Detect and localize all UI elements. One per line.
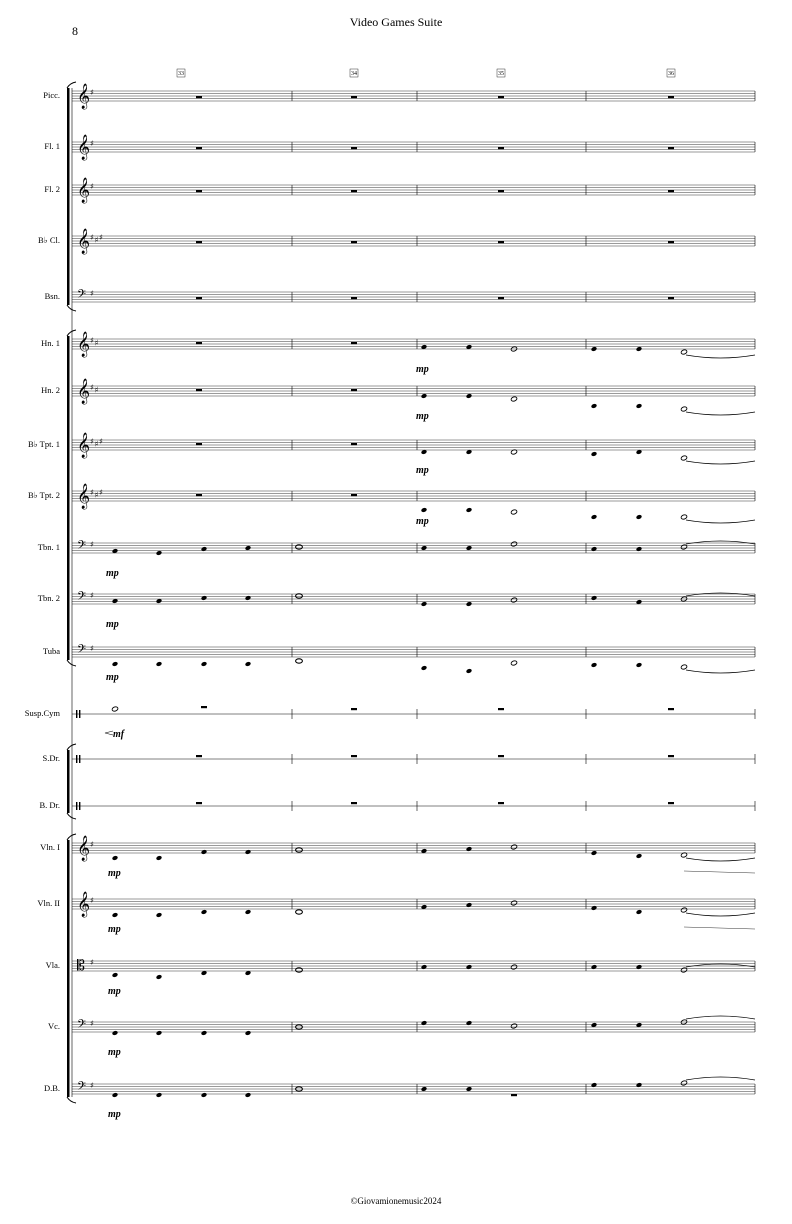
whole-rest (351, 297, 357, 299)
staff (40, 835, 755, 861)
system-bracket (67, 750, 70, 813)
quarter-note (591, 403, 598, 409)
half-note (680, 455, 687, 461)
quarter-note (421, 507, 428, 513)
half-note (510, 900, 517, 906)
tie (686, 858, 755, 861)
treble-clef: 𝄞 (77, 178, 91, 203)
whole-rest (668, 297, 674, 299)
instrument-label: Fl. 2 (44, 184, 60, 194)
quarter-note (201, 546, 208, 552)
instrument-label: D.B. (43, 1083, 60, 1093)
quarter-note (201, 1030, 208, 1036)
dynamic-marking: mp (416, 364, 429, 375)
quarter-note (591, 346, 598, 352)
staff (43, 83, 755, 109)
tie (686, 461, 755, 464)
half-note (510, 964, 517, 970)
quarter-note (466, 668, 473, 674)
key-signature-sharp: ♯ (90, 1019, 94, 1028)
dynamic-marking: mp (108, 924, 121, 935)
instrument-label: Hn. 1 (41, 338, 60, 348)
quarter-note (245, 909, 252, 915)
treble-clef: 𝄞 (77, 135, 91, 160)
staff (28, 432, 755, 458)
quarter-note (245, 595, 252, 601)
staff (37, 891, 755, 917)
whole-rest (511, 1094, 517, 1096)
key-signature-sharp: ♯ (90, 1081, 94, 1090)
key-signature-sharp: ♯ (99, 437, 103, 446)
quarter-note (466, 601, 473, 607)
whole-rest (351, 389, 357, 391)
dynamic-marking: mp (108, 1047, 121, 1058)
instrument-label: Tbn. 2 (37, 593, 60, 603)
half-note (680, 349, 687, 355)
dynamic-marking: mp (416, 516, 429, 527)
quarter-note (466, 545, 473, 551)
quarter-note (156, 974, 163, 980)
instrument-label: Vln. II (37, 898, 60, 908)
quarter-note (591, 546, 598, 552)
key-signature-sharp: ♯ (90, 644, 94, 653)
quarter-note (591, 905, 598, 911)
quarter-note (201, 661, 208, 667)
treble-clef: 𝄞 (77, 332, 91, 357)
staff (43, 753, 755, 764)
key-signature-sharp: ♯ (90, 540, 94, 549)
key-signature-sharp: ♯ (90, 139, 94, 148)
page-number: 8 (72, 24, 78, 38)
quarter-note (245, 661, 252, 667)
quarter-note (591, 595, 598, 601)
bracket-hook (67, 660, 76, 666)
whole-rest (668, 802, 674, 804)
key-signature-sharp: ♯ (90, 437, 94, 446)
half-note (510, 660, 517, 666)
half-note (680, 544, 687, 550)
half-note (510, 541, 517, 547)
whole-rest (351, 494, 357, 496)
instrument-label: Susp.Cym (24, 708, 60, 718)
quarter-note (636, 853, 643, 859)
whole-rest (196, 389, 202, 391)
key-signature-sharp: ♯ (90, 840, 94, 849)
dynamic-marking: mf (113, 729, 125, 740)
quarter-note (466, 846, 473, 852)
half-note (510, 509, 517, 515)
quarter-note (636, 403, 643, 409)
whole-rest (351, 190, 357, 192)
quarter-note (112, 855, 119, 861)
quarter-note (201, 849, 208, 855)
whole-rest (498, 241, 504, 243)
quarter-note (156, 550, 163, 556)
instrument-label: Vla. (45, 960, 60, 970)
bowing-line (684, 927, 755, 929)
treble-clef: 𝄞 (77, 836, 91, 861)
whole-note (296, 594, 303, 598)
quarter-note (112, 661, 119, 667)
quarter-note (591, 850, 598, 856)
whole-rest (351, 342, 357, 344)
quarter-note (421, 545, 428, 551)
bowing-line (684, 871, 755, 873)
score-title: Video Games Suite (349, 15, 443, 29)
instrument-label: Tbn. 1 (37, 542, 60, 552)
whole-note (296, 910, 303, 914)
whole-rest (196, 494, 202, 496)
key-signature-sharp: ♯ (90, 896, 94, 905)
staff (41, 331, 755, 357)
measure-number: 35 (498, 71, 504, 77)
tie (686, 1077, 755, 1080)
bracket-hook (67, 834, 76, 840)
system-bracket (67, 840, 70, 1097)
bass-clef: 𝄢 (77, 590, 87, 606)
whole-rest (351, 443, 357, 445)
whole-rest (498, 297, 504, 299)
tie (686, 355, 755, 358)
treble-clef: 𝄞 (77, 229, 91, 254)
quarter-note (591, 964, 598, 970)
quarter-note (591, 662, 598, 668)
quarter-note (112, 1092, 119, 1098)
half-note (510, 396, 517, 402)
whole-note (296, 848, 303, 852)
quarter-note (421, 601, 428, 607)
copyright-footer: ©Giovamionemusic2024 (350, 1196, 442, 1206)
tie (686, 541, 755, 544)
tie (686, 1016, 755, 1019)
tie (686, 593, 755, 596)
key-signature-sharp: ♯ (94, 490, 99, 500)
percussion-clef (79, 710, 80, 718)
quarter-note (466, 1020, 473, 1026)
whole-rest (668, 755, 674, 757)
tie (686, 670, 755, 673)
bass-clef: 𝄢 (77, 1018, 87, 1034)
quarter-note (636, 346, 643, 352)
key-signature-sharp: ♯ (90, 233, 94, 242)
whole-rest (196, 755, 202, 757)
key-signature-sharp: ♯ (90, 336, 94, 345)
quarter-note (466, 902, 473, 908)
bracket-hook (67, 330, 76, 336)
bass-clef: 𝄢 (77, 288, 87, 304)
quarter-note (421, 665, 428, 671)
whole-rest (498, 190, 504, 192)
quarter-note (636, 662, 643, 668)
whole-rest (196, 443, 202, 445)
whole-rest (351, 147, 357, 149)
treble-clef: 𝄞 (77, 379, 91, 404)
staff (38, 228, 755, 254)
whole-rest (668, 708, 674, 710)
key-signature-sharp: ♯ (90, 591, 94, 600)
whole-rest (351, 708, 357, 710)
crescendo-hairpin (105, 731, 113, 735)
half-note (680, 1080, 687, 1086)
dynamic-marking: mp (106, 568, 119, 579)
staff (41, 378, 755, 404)
whole-rest (668, 190, 674, 192)
instrument-label: Hn. 2 (41, 385, 60, 395)
key-signature-sharp: ♯ (94, 439, 99, 449)
whole-rest (196, 190, 202, 192)
quarter-note (156, 1092, 163, 1098)
quarter-note (591, 514, 598, 520)
quarter-note (636, 964, 643, 970)
quarter-note (421, 1086, 428, 1092)
key-signature-sharp: ♯ (90, 383, 94, 392)
key-signature-sharp: ♯ (90, 958, 94, 967)
half-note (510, 844, 517, 850)
whole-rest (498, 802, 504, 804)
quarter-note (636, 1082, 643, 1088)
quarter-note (636, 514, 643, 520)
instrument-label: Vln. I (40, 842, 60, 852)
quarter-note (112, 1030, 119, 1036)
key-signature-sharp: ♯ (90, 289, 94, 298)
dynamic-marking: mp (106, 672, 119, 683)
whole-rest (498, 708, 504, 710)
measure-number: 34 (351, 71, 357, 77)
instrument-label: Vc. (47, 1021, 60, 1031)
quarter-note (591, 451, 598, 457)
bass-clef: 𝄢 (77, 643, 87, 659)
instrument-label: Fl. 1 (44, 141, 60, 151)
whole-rest (196, 802, 202, 804)
quarter-note (466, 393, 473, 399)
whole-rest (196, 297, 202, 299)
whole-rest (668, 96, 674, 98)
instrument-label: B♭ Cl. (38, 235, 60, 245)
percussion-clef (79, 802, 80, 810)
staff (28, 483, 755, 509)
whole-rest (668, 241, 674, 243)
half-note (680, 907, 687, 913)
half-note (510, 1023, 517, 1029)
quarter-note (636, 909, 643, 915)
bass-clef: 𝄢 (77, 539, 87, 555)
instrument-label: S.Dr. (42, 753, 60, 763)
staff (38, 539, 755, 555)
percussion-clef (79, 755, 80, 763)
half-note (680, 514, 687, 520)
whole-rest (351, 96, 357, 98)
system-bracket (67, 88, 70, 305)
tie (686, 913, 755, 916)
quarter-note (112, 912, 119, 918)
whole-rest (498, 96, 504, 98)
quarter-note (156, 912, 163, 918)
key-signature-sharp: ♯ (94, 235, 99, 245)
quarter-note (112, 972, 119, 978)
quarter-note (591, 1082, 598, 1088)
treble-clef: 𝄞 (77, 84, 91, 109)
quarter-note (636, 546, 643, 552)
quarter-note (466, 1086, 473, 1092)
instrument-label: Tuba (42, 646, 60, 656)
whole-rest (351, 802, 357, 804)
quarter-note (245, 1030, 252, 1036)
half-note (680, 664, 687, 670)
whole-rest (498, 147, 504, 149)
key-signature-sharp: ♯ (90, 182, 94, 191)
quarter-note (466, 507, 473, 513)
quarter-note (466, 964, 473, 970)
quarter-note (201, 909, 208, 915)
quarter-note (156, 661, 163, 667)
dynamic-marking: mp (108, 1109, 121, 1120)
percussion-clef (76, 802, 77, 810)
quarter-note (201, 595, 208, 601)
staff (44, 1080, 755, 1096)
instrument-label: B♭ Tpt. 1 (28, 439, 60, 449)
key-signature-sharp: ♯ (94, 385, 99, 395)
bracket-hook (67, 305, 76, 311)
alto-clef: 𝄡 (77, 958, 85, 974)
key-signature-sharp: ♯ (90, 488, 94, 497)
percussion-clef (76, 755, 77, 763)
staff (43, 643, 755, 659)
bass-clef: 𝄢 (77, 1080, 87, 1096)
half-note (680, 967, 687, 973)
quarter-note (421, 964, 428, 970)
treble-clef: 𝄞 (77, 484, 91, 509)
half-note (111, 706, 118, 712)
quarter-note (421, 1020, 428, 1026)
tie (686, 412, 755, 415)
quarter-note (245, 849, 252, 855)
dynamic-marking: mp (108, 986, 121, 997)
bracket-hook (67, 1097, 76, 1103)
whole-note (296, 659, 303, 663)
bracket-hook (67, 82, 76, 88)
whole-rest (351, 755, 357, 757)
instrument-label: Bsn. (44, 291, 60, 301)
measure-number: 36 (668, 71, 674, 77)
dynamic-marking: mp (416, 411, 429, 422)
staff (39, 800, 755, 811)
staff (45, 288, 755, 304)
key-signature-sharp: ♯ (99, 233, 103, 242)
measure-number: 33 (178, 71, 184, 77)
staff (48, 1018, 755, 1034)
treble-clef: 𝄞 (77, 892, 91, 917)
whole-rest (498, 755, 504, 757)
quarter-note (156, 855, 163, 861)
dynamic-marking: mp (106, 619, 119, 630)
quarter-note (421, 393, 428, 399)
key-signature-sharp: ♯ (94, 338, 99, 348)
bracket-hook (67, 813, 76, 819)
bracket-hook (67, 744, 76, 750)
whole-rest (196, 342, 202, 344)
treble-clef: 𝄞 (77, 433, 91, 458)
quarter-note (245, 1092, 252, 1098)
quarter-note (156, 1030, 163, 1036)
system-bracket (67, 336, 70, 660)
whole-rest (201, 706, 207, 708)
staff (44, 177, 755, 203)
staff (46, 958, 755, 974)
instrument-label: B♭ Tpt. 2 (28, 490, 60, 500)
half-note (510, 597, 517, 603)
whole-rest (196, 241, 202, 243)
tie (686, 520, 755, 523)
dynamic-marking: mp (416, 465, 429, 476)
whole-rest (196, 96, 202, 98)
instrument-label: B. Dr. (39, 800, 60, 810)
staff (44, 134, 755, 160)
whole-rest (668, 147, 674, 149)
tie (686, 964, 755, 967)
percussion-clef (76, 710, 77, 718)
key-signature-sharp: ♯ (90, 88, 94, 97)
instrument-label: Picc. (43, 90, 60, 100)
key-signature-sharp: ♯ (99, 488, 103, 497)
quarter-note (201, 1092, 208, 1098)
half-note (680, 406, 687, 412)
staff (38, 590, 755, 606)
whole-rest (196, 147, 202, 149)
staff (25, 708, 755, 719)
whole-rest (351, 241, 357, 243)
quarter-note (245, 545, 252, 551)
dynamic-marking: mp (108, 868, 121, 879)
